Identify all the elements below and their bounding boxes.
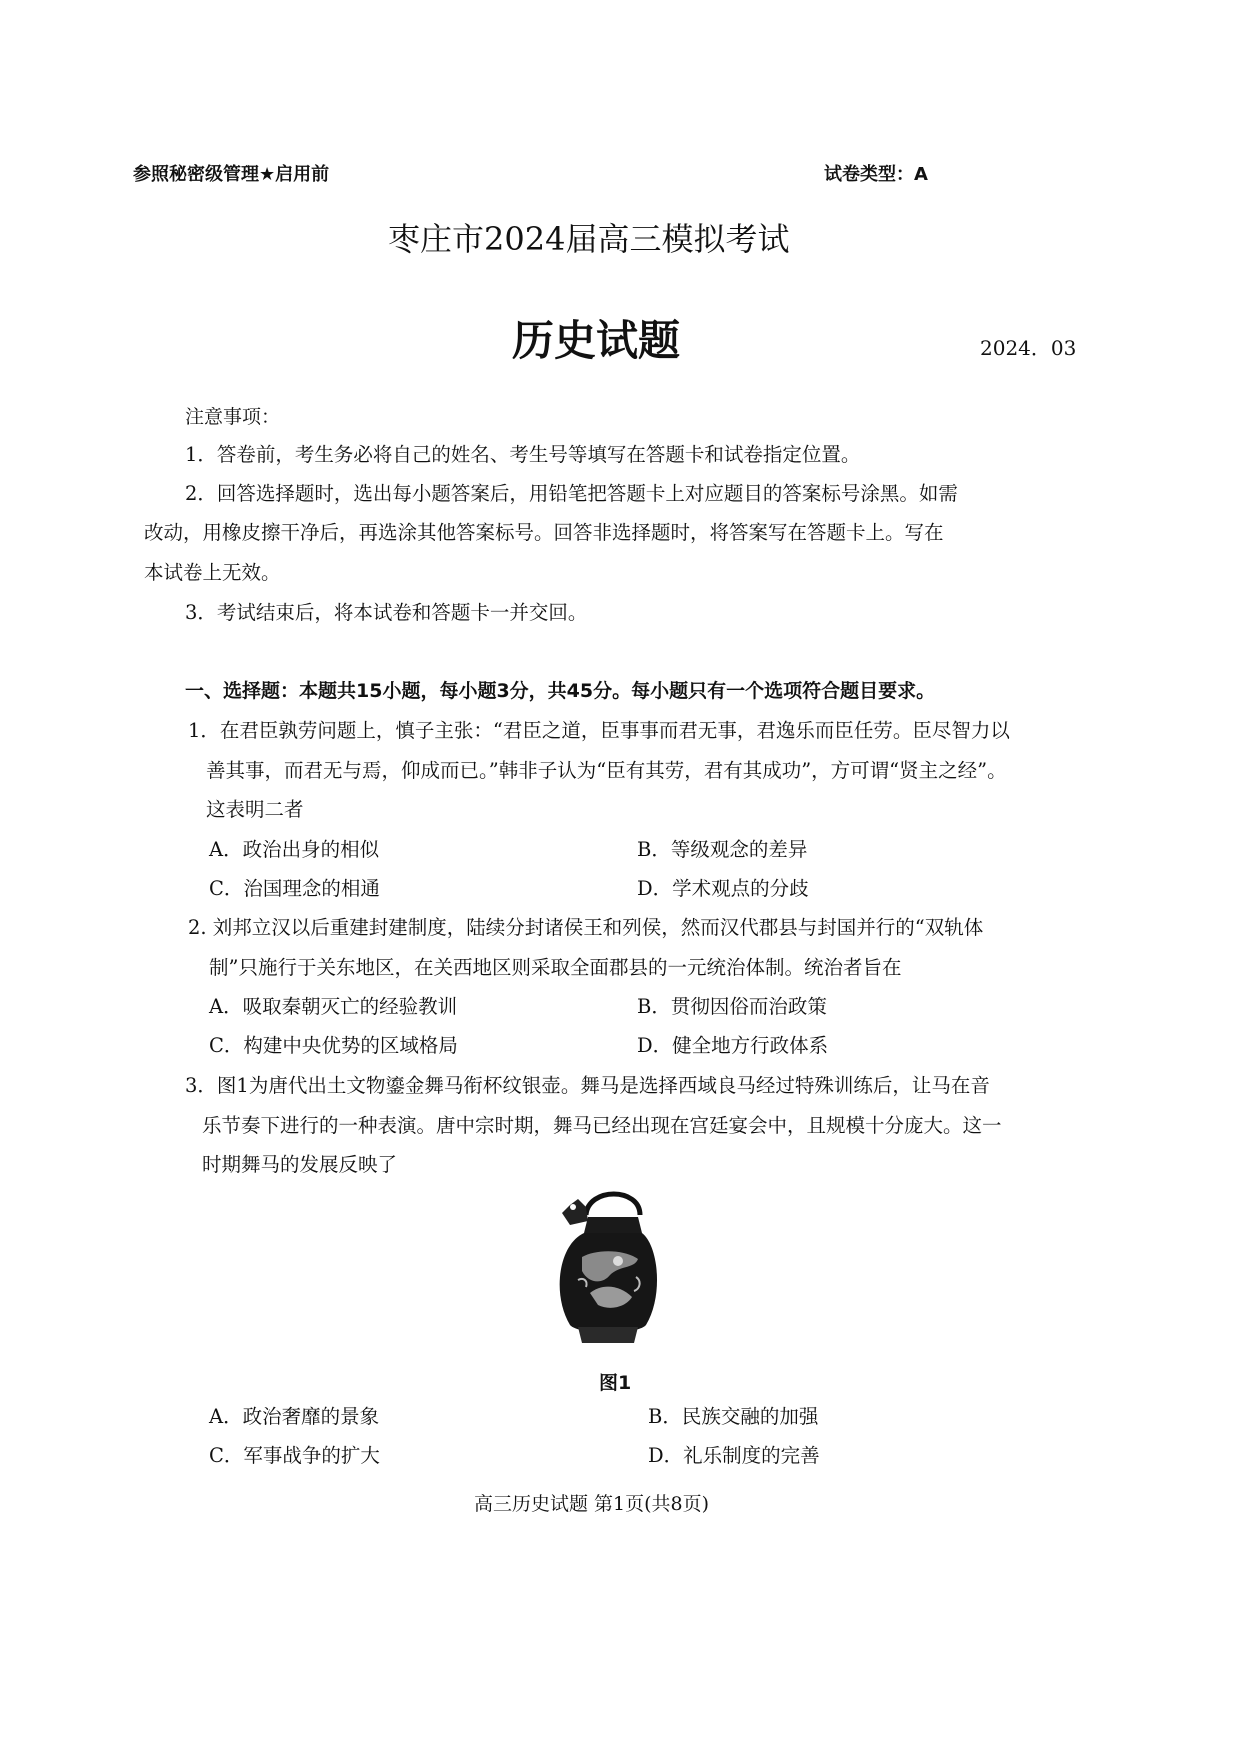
notice-item-2-line-3: 本试卷上无效。 (144, 561, 281, 584)
question-3-option-b[interactable]: B．民族交融的加强 (648, 1405, 819, 1428)
subject-title: 历史试题 (512, 316, 681, 365)
question-3-option-c[interactable]: C．军事战争的扩大 (209, 1444, 380, 1467)
question-3-option-a[interactable]: A．政治奢靡的景象 (209, 1405, 380, 1428)
question-1-option-c[interactable]: C．治国理念的相通 (209, 877, 380, 900)
question-1-line-2: 善其事，而君无与焉，仰成而已。”韩非子认为“臣有其劳，君有其成功”，方可谓“贤主之经”。 (206, 759, 1007, 782)
question-2-line-2: 制”只施行于关东地区，在关西地区则采取全面郡县的一元统治体制。统治者旨在 (209, 956, 902, 979)
notice-item-1: 1．答卷前，考生务必将自己的姓名、考生号等填写在答题卡和试卷指定位置。 (185, 443, 861, 466)
question-3-line-1: 3．图1为唐代出土文物鎏金舞马衔杯纹银壶。舞马是选择西域良马经过特殊训练后，让马在音 (185, 1074, 990, 1097)
silver-pot-icon (548, 1185, 668, 1350)
question-3-option-d[interactable]: D．礼乐制度的完善 (648, 1444, 820, 1467)
question-1-line-3: 这表明二者 (206, 798, 304, 821)
question-2-option-d[interactable]: D．健全地方行政体系 (637, 1034, 829, 1057)
question-2-option-c[interactable]: C．构建中央优势的区域格局 (209, 1034, 458, 1057)
page-footer: 高三历史试题 第1页(共8页) (474, 1493, 710, 1515)
exam-date: 2024．03 (980, 336, 1077, 360)
notice-item-3: 3．考试结束后，将本试卷和答题卡一并交回。 (185, 601, 588, 624)
question-3-line-3: 时期舞马的发展反映了 (202, 1153, 398, 1176)
question-1-option-b[interactable]: B．等级观念的差异 (637, 838, 808, 861)
question-1-line-1: 1．在君臣孰劳问题上，慎子主张：“君臣之道，臣事事而君无事，君逸乐而臣任劳。臣尽智力以 (188, 719, 1010, 742)
notice-heading: 注意事项： (185, 406, 281, 428)
notice-item-2-line-2: 改动，用橡皮擦干净后，再选涂其他答案标号。回答非选择题时，将答案写在答题卡上。写在 (144, 521, 944, 544)
section-heading: 一、选择题：本题共15小题，每小题3分，共45分。每小题只有一个选项符合题目要求。 (185, 680, 936, 702)
question-2-line-1: 2. 刘邦立汉以后重建封建制度，陆续分封诸侯王和列侯，然而汉代郡县与封国并行的“双轨体 (188, 916, 984, 939)
question-2-option-b[interactable]: B．贯彻因俗而治政策 (637, 995, 827, 1018)
exam-title: 枣庄市2024届高三模拟考试 (388, 220, 790, 258)
figure-caption: 图1 (599, 1372, 632, 1394)
confidential-label: 参照秘密级管理★启用前 (133, 164, 330, 185)
question-1-option-a[interactable]: A．政治出身的相似 (209, 838, 380, 861)
question-1-option-d[interactable]: D．学术观点的分歧 (637, 877, 809, 900)
paper-type-label: 试卷类型：A (824, 164, 928, 185)
notice-item-2-line-1: 2．回答选择题时，选出每小题答案后，用铅笔把答题卡上对应题目的答案标号涂黑。如需 (185, 482, 958, 505)
question-2-option-a[interactable]: A．吸取秦朝灭亡的经验教训 (209, 995, 458, 1018)
question-3-line-2: 乐节奏下进行的一种表演。唐中宗时期，舞马已经出现在宫廷宴会中，且规模十分庞大。这一 (202, 1114, 1002, 1137)
